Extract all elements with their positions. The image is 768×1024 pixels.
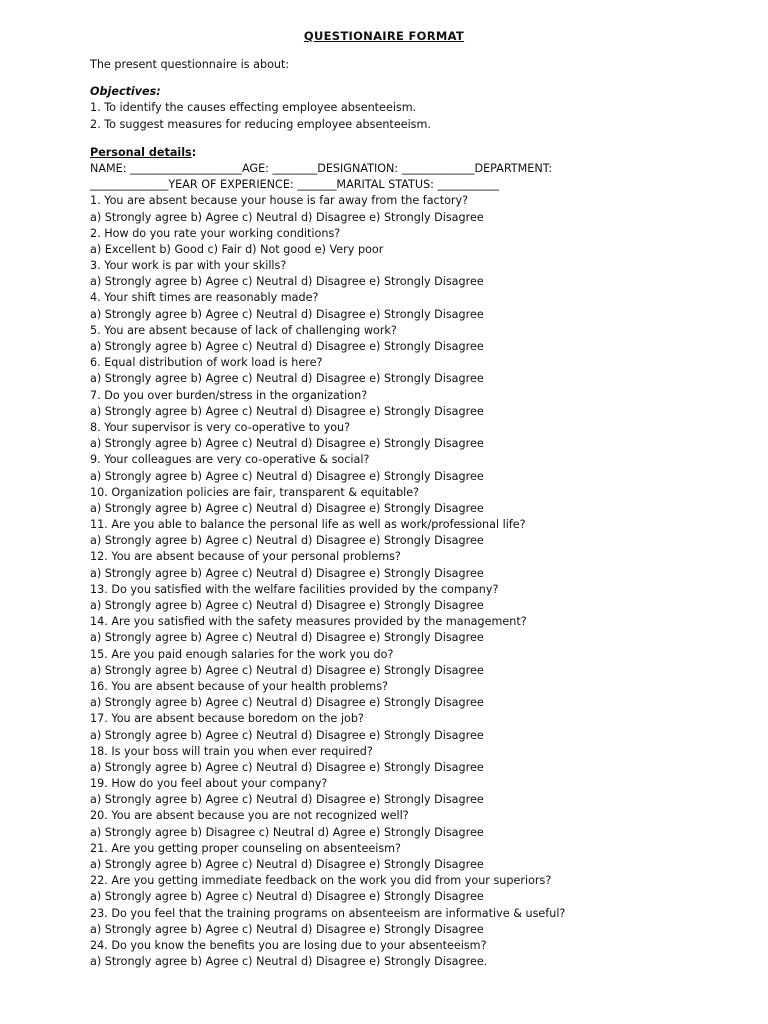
- question-text: 6. Equal distribution of work load is here?: [90, 356, 323, 370]
- question-text: 11. Are you able to balance the personal life as well as work/professional life?: [90, 518, 526, 532]
- question-text: 5. You are absent because of lack of challenging work?: [90, 323, 397, 337]
- personal-details-line-2: ______________YEAR OF EXPERIENCE: _______MARITAL STATUS: ___________: [90, 178, 500, 192]
- answer-options: a) Strongly agree b) Agree c) Neutral d) Disagree e) Strongly Disagree: [90, 663, 484, 677]
- question-text: 12. You are absent because of your personal problems?: [90, 550, 401, 564]
- question-text: 15. Are you paid enough salaries for the work you do?: [90, 647, 394, 661]
- answer-options: a) Strongly agree b) Agree c) Neutral d) Disagree e) Strongly Disagree: [90, 760, 484, 774]
- answer-options: a) Strongly agree b) Agree c) Neutral d) Disagree e) Strongly Disagree: [90, 696, 484, 710]
- question-text: 4. Your shift times are reasonably made?: [90, 291, 319, 305]
- answer-options: a) Strongly agree b) Agree c) Neutral d) Disagree e) Strongly Disagree: [90, 534, 484, 548]
- answer-options: a) Strongly agree b) Agree c) Neutral d) Disagree e) Strongly Disagree: [90, 599, 484, 612]
- question-text: 14. Are you satisfied with the safety measures provided by the management?: [90, 615, 527, 629]
- answer-options: a) Strongly agree b) Agree c) Neutral d) Disagree e) Strongly Disagree: [90, 372, 484, 386]
- question-text: 3. Your work is par with your skills?: [90, 259, 287, 273]
- personal-details-colon: :: [191, 145, 197, 159]
- answer-options: a) Excellent b) Good c) Fair d) Not good e) Very poor: [90, 242, 384, 256]
- personal-details-heading: Personal details: [90, 145, 192, 159]
- question-text: 20. You are absent because you are not recognized well?: [90, 809, 409, 823]
- question-text: 13. Do you satisfied with the welfare facilities provided by the company?: [90, 582, 499, 596]
- answer-options: a) Strongly agree b) Disagree c) Neutral d) Agree e) Strongly Disagree: [90, 825, 484, 839]
- spacer: [90, 44, 750, 57]
- answer-options: a) Strongly agree b) Agree c) Neutral d) Disagree e) Strongly Disagree: [90, 858, 484, 871]
- question-text: 17. You are absent because boredom on the job?: [90, 712, 364, 726]
- question-text: 8. Your supervisor is very co-operative to you?: [90, 420, 351, 434]
- question-text: 7. Do you over burden/stress in the organization?: [90, 388, 368, 402]
- answer-options: a) Strongly agree b) Agree c) Neutral d) Disagree e) Strongly Disagree: [90, 210, 484, 224]
- answer-options: a) Strongly agree b) Agree c) Neutral d) Disagree e) Strongly Disagree: [90, 631, 484, 645]
- answer-options: a) Strongly agree b) Agree c) Neutral d) Disagree e) Strongly Disagree: [90, 566, 484, 580]
- question-text: 9. Your colleagues are very co-operative & social?: [90, 453, 370, 467]
- answer-options: a) Strongly agree b) Agree c) Neutral d) Disagree e) Strongly Disagree: [90, 437, 484, 451]
- question-text: 23. Do you feel that the training programs on absenteeism are informative & useful?: [90, 906, 566, 920]
- answer-options: a) Strongly agree b) Agree c) Neutral d) Disagree e) Strongly Disagree: [90, 340, 484, 353]
- question-text: 2. How do you rate your working conditions?: [90, 226, 341, 240]
- document-title: QUESTIONAIRE FORMAT: [303, 29, 465, 43]
- question-text: 19. How do you feel about your company?: [90, 777, 328, 791]
- question-text: 18. Is your boss will train you when ever required?: [90, 744, 373, 758]
- answer-options: a) Strongly agree b) Agree c) Neutral d) Disagree e) Strongly Disagree.: [90, 955, 488, 969]
- question-text: 16. You are absent because of your health problems?: [90, 679, 388, 693]
- question-text: 24. Do you know the benefits you are losing due to your absenteeism?: [90, 938, 487, 952]
- answer-options: a) Strongly agree b) Agree c) Neutral d) Disagree e) Strongly Disagree: [90, 922, 484, 936]
- questionnaire-page: [90, 28, 750, 970]
- objective-item: 1. To identify the causes effecting employee absenteeism.: [90, 101, 417, 115]
- answer-options: a) Strongly agree b) Agree c) Neutral d) Disagree e) Strongly Disagree: [90, 275, 484, 289]
- intro-text: The present questionnaire is about:: [90, 58, 290, 71]
- objective-item: 2. To suggest measures for reducing employee absenteeism.: [90, 117, 431, 131]
- question-text: 10. Organization policies are fair, transparent & equitable?: [90, 485, 420, 499]
- spacer: [90, 133, 750, 145]
- answer-options: a) Strongly agree b) Agree c) Neutral d) Disagree e) Strongly Disagree: [90, 469, 484, 483]
- personal-details-line-1: NAME: ____________________AGE: ________DESIGNATION: _____________DEPARTMENT:: [90, 161, 553, 175]
- personal-details-heading-row: [90, 145, 750, 161]
- question-text: 1. You are absent because your house is far away from the factory?: [90, 194, 469, 208]
- answer-options: a) Strongly agree b) Agree c) Neutral d) Disagree e) Strongly Disagree: [90, 501, 484, 515]
- answer-options: a) Strongly agree b) Agree c) Neutral d) Disagree e) Strongly Disagree: [90, 890, 484, 904]
- answer-options: a) Strongly agree b) Agree c) Neutral d) Disagree e) Strongly Disagree: [90, 793, 484, 807]
- questions-list: [90, 193, 750, 970]
- question-text: 21. Are you getting proper counseling on absenteeism?: [90, 841, 401, 855]
- question-text: 22. Are you getting immediate feedback on the work you did from your superiors?: [90, 874, 552, 888]
- answer-options: a) Strongly agree b) Agree c) Neutral d) Disagree e) Strongly Disagree: [90, 404, 484, 418]
- spacer: [90, 73, 750, 84]
- objectives-heading: Objectives:: [90, 85, 161, 99]
- answer-options: a) Strongly agree b) Agree c) Neutral d) Disagree e) Strongly Disagree: [90, 728, 484, 742]
- answer-options: a) Strongly agree b) Agree c) Neutral d) Disagree e) Strongly Disagree: [90, 307, 484, 321]
